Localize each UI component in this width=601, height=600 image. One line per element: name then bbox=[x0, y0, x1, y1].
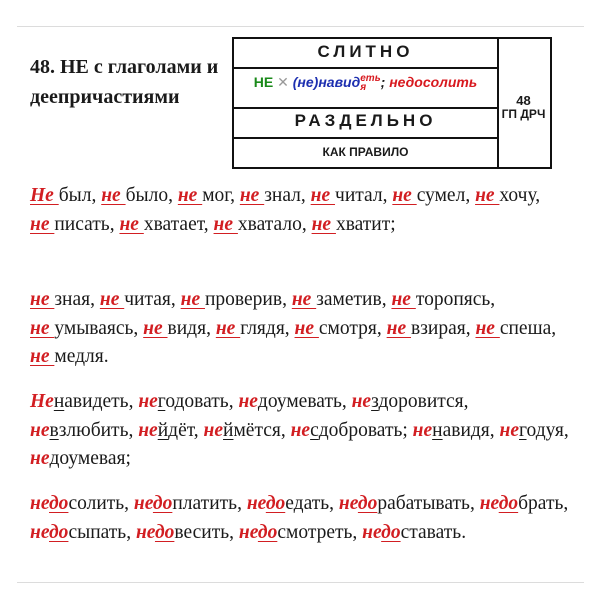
word-stem: писать bbox=[54, 213, 110, 235]
ne-prefix: не bbox=[310, 185, 336, 206]
word-stem: рабатывать bbox=[377, 493, 470, 514]
rule-box-divider bbox=[234, 107, 497, 109]
ne-prefix: недо bbox=[30, 493, 69, 514]
ne-prefix: не bbox=[294, 317, 319, 339]
word-stem: йдёт bbox=[157, 419, 194, 441]
word-stem: умываясь bbox=[54, 317, 134, 339]
word-stem: годуя bbox=[519, 419, 564, 441]
word-stem: навидя bbox=[432, 419, 490, 441]
word-stem: взирая bbox=[410, 317, 466, 339]
ne-prefix: недо bbox=[135, 521, 175, 543]
word-stem: сумел bbox=[416, 185, 466, 206]
example-word: недоумевая; bbox=[30, 448, 131, 469]
example-word: не видя, bbox=[143, 317, 211, 339]
ne-prefix: не bbox=[290, 419, 311, 441]
paragraph-1 bbox=[30, 182, 570, 239]
word-stem: взлюбить bbox=[49, 419, 129, 441]
ne-prefix: не bbox=[119, 213, 144, 235]
example-word: не торопясь, bbox=[391, 289, 496, 310]
ne-prefix: не bbox=[213, 213, 238, 235]
ne-prefix: не bbox=[351, 391, 372, 412]
example-word: недоплатить, bbox=[133, 493, 242, 514]
word-stem: весить bbox=[174, 521, 230, 543]
ne-prefix: не bbox=[391, 289, 416, 310]
rule-box-right bbox=[497, 39, 550, 167]
ne-prefix: не bbox=[143, 317, 168, 339]
ne-prefix: недо bbox=[362, 521, 401, 543]
word-stem: смотря bbox=[318, 317, 377, 339]
example-word: не глядя, bbox=[215, 317, 290, 339]
word-stem: заметив bbox=[316, 289, 382, 310]
word-stem: медля bbox=[54, 346, 104, 367]
example-verb-a: (не)навид bbox=[292, 74, 361, 90]
example-word: не хочу, bbox=[475, 185, 541, 206]
word-stem: мог bbox=[202, 185, 231, 206]
ne-prefix: не bbox=[215, 317, 241, 339]
word-stem: годовать bbox=[157, 391, 229, 412]
word-stem: ставать bbox=[400, 521, 462, 543]
example-word: не проверив, bbox=[180, 289, 287, 310]
example-word: недосолить, bbox=[30, 493, 130, 514]
example-word: Ненавидеть, bbox=[30, 391, 134, 412]
ne-prefix: не bbox=[311, 213, 336, 235]
example-word: недосыпать, bbox=[30, 521, 132, 543]
example-word: недоедать, bbox=[246, 493, 335, 514]
ne-prefix: не bbox=[101, 185, 126, 206]
word-stem: доумевая bbox=[49, 448, 126, 469]
word-stem: хватает bbox=[143, 213, 204, 235]
rule-box-divider bbox=[234, 67, 497, 69]
example-word: негодуя, bbox=[499, 419, 569, 441]
example-word: не сумел, bbox=[392, 185, 471, 206]
word-stem: смотреть bbox=[277, 521, 353, 543]
ne-prefix: не bbox=[392, 185, 417, 206]
word-stem: доумевать bbox=[257, 391, 342, 412]
rule-box bbox=[232, 37, 552, 169]
example-word: недоумевать, bbox=[238, 391, 347, 412]
example-word: не читая, bbox=[99, 289, 176, 310]
ne-prefix: не bbox=[30, 213, 55, 235]
example-word: не читал, bbox=[310, 185, 388, 206]
example-word: недобрать, bbox=[479, 493, 569, 514]
word-stem: читал bbox=[335, 185, 383, 206]
example-word: нейдёт, bbox=[138, 419, 199, 441]
example-word: негодовать, bbox=[138, 391, 234, 412]
example-word: недоставать. bbox=[362, 521, 467, 543]
ne-prefix: не bbox=[30, 317, 55, 339]
ne-prefix: Не bbox=[30, 391, 54, 412]
paragraph-4 bbox=[30, 490, 570, 547]
word-stem: сыпать bbox=[68, 521, 127, 543]
ne-prefix: не bbox=[177, 185, 203, 206]
example-verb-b: недосолить bbox=[389, 74, 478, 90]
example-word: не взирая, bbox=[386, 317, 471, 339]
example-suffix-top: еть bbox=[360, 73, 381, 85]
example-word: не мог, bbox=[177, 185, 235, 206]
ne-prefix: не bbox=[30, 419, 50, 441]
word-stem: глядя bbox=[240, 317, 285, 339]
rule-number: 48 bbox=[516, 93, 531, 108]
ne-prefix: не bbox=[386, 317, 411, 339]
word-stem: спеша bbox=[499, 317, 552, 339]
rule-title: 48. НЕ с глаголами и деепричастиями bbox=[30, 56, 219, 108]
paragraph-3 bbox=[30, 388, 570, 474]
example-word: невзлюбить, bbox=[30, 419, 134, 441]
ne-prefix: не bbox=[239, 185, 265, 206]
rule-box-divider bbox=[234, 137, 497, 139]
rule-code: ГП ДРЧ bbox=[501, 107, 546, 121]
ne-prefix: не bbox=[412, 419, 433, 441]
example-word: не зная, bbox=[30, 289, 95, 310]
word-stem: здоровится bbox=[371, 391, 464, 412]
ne-prefix: не bbox=[30, 448, 50, 469]
word-stem: сдобровать bbox=[310, 419, 403, 441]
header-together: СЛИТНО bbox=[317, 42, 414, 61]
word-stem: хочу bbox=[499, 185, 536, 206]
ne-prefix: не bbox=[138, 419, 158, 441]
ne-prefix: недо bbox=[338, 493, 378, 514]
example-word: не хватит; bbox=[311, 213, 396, 235]
example-word: неймётся, bbox=[203, 419, 286, 441]
example-word: не хватает, bbox=[119, 213, 209, 235]
word-stem: навидеть bbox=[53, 391, 129, 412]
ne-prefix: не bbox=[180, 289, 205, 310]
example-word: ненавидя, bbox=[412, 419, 495, 441]
word-stem: ймётся bbox=[223, 419, 281, 441]
example-suffix-stack bbox=[360, 74, 380, 92]
example-ne: НЕ bbox=[253, 74, 274, 90]
example-word: нездоровится, bbox=[351, 391, 469, 412]
word-stem: читая bbox=[124, 289, 171, 310]
example-word: не знал, bbox=[239, 185, 306, 206]
cross-icon: ✕ bbox=[277, 74, 289, 90]
example-word: не смотря, bbox=[294, 317, 382, 339]
subheader: КАК ПРАВИЛО bbox=[322, 145, 409, 159]
ne-prefix: недо bbox=[238, 521, 278, 543]
word-stem: хватало bbox=[237, 213, 302, 235]
ne-prefix: Не bbox=[30, 185, 59, 206]
ne-prefix: не bbox=[30, 289, 55, 310]
word-stem: было bbox=[125, 185, 169, 206]
word-stem: видя bbox=[167, 317, 207, 339]
example-word: не было, bbox=[101, 185, 173, 206]
example-word: не медля. bbox=[30, 346, 109, 367]
example-word: недосмотреть, bbox=[238, 521, 358, 543]
word-stem: платить bbox=[172, 493, 238, 514]
word-stem: хватит bbox=[335, 213, 391, 235]
word-stem: торопясь bbox=[415, 289, 491, 310]
example-word: не хватало, bbox=[213, 213, 307, 235]
word-stem: проверив bbox=[204, 289, 283, 310]
word-stem: солить bbox=[68, 493, 125, 514]
rule-box-left bbox=[234, 39, 499, 167]
example-word: не заметив, bbox=[291, 289, 387, 310]
top-divider bbox=[17, 26, 584, 27]
ne-prefix: не bbox=[203, 419, 224, 441]
ne-prefix: недо bbox=[30, 521, 69, 543]
example-suffix-bottom: я bbox=[360, 82, 367, 94]
ne-prefix: недо bbox=[246, 493, 286, 514]
paragraph-2 bbox=[30, 286, 570, 372]
example-word: не умываясь, bbox=[30, 317, 139, 339]
header-separately: РАЗДЕЛЬНО bbox=[294, 111, 437, 130]
ne-prefix: не bbox=[138, 391, 158, 412]
bottom-divider bbox=[17, 582, 584, 583]
example-word: не спеша, bbox=[475, 317, 557, 339]
ne-prefix: не bbox=[499, 419, 520, 441]
word-stem: брать bbox=[518, 493, 564, 514]
ne-prefix: недо bbox=[133, 493, 173, 514]
ne-prefix: не bbox=[475, 185, 500, 206]
ne-prefix: не bbox=[99, 289, 125, 310]
example-word: несдобровать; bbox=[290, 419, 408, 441]
example-word: недорабатывать, bbox=[338, 493, 475, 514]
word-stem: знал bbox=[264, 185, 301, 206]
word-stem: зная bbox=[54, 289, 91, 310]
ne-prefix: не bbox=[475, 317, 500, 339]
ne-prefix: недо bbox=[479, 493, 519, 514]
word-stem: был bbox=[58, 185, 92, 206]
ne-prefix: не bbox=[291, 289, 317, 310]
example-word: не писать, bbox=[30, 213, 115, 235]
ne-prefix: не bbox=[30, 346, 55, 367]
example-word: Не был, bbox=[30, 185, 97, 206]
example-word: недовесить, bbox=[135, 521, 235, 543]
ne-prefix: не bbox=[238, 391, 258, 412]
word-stem: едать bbox=[285, 493, 330, 514]
example-line: НЕ ✕ (не)навидеть я ; недосолить bbox=[253, 73, 478, 94]
